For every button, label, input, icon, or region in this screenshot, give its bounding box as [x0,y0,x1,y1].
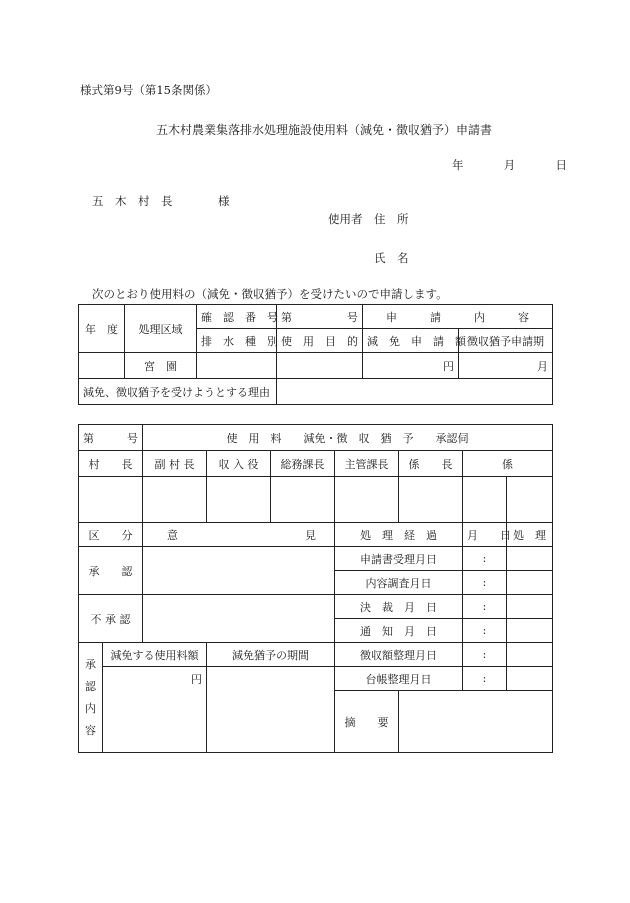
month-day-header: 月 日 [463,523,507,547]
drain-type-field[interactable] [197,353,277,379]
role-staff: 係 [463,451,553,477]
colon: : [482,600,487,613]
role-village-head: 村 長 [79,451,143,477]
yen-unit: 円 [443,359,454,373]
application-table [78,304,553,405]
kubun-header: 区 分 [79,523,143,547]
name-label: 氏 名 [374,251,409,265]
honorific: 様 [218,194,230,208]
form-title: 五木村農業集落排水処理施設使用料（減免・徴収猶予）申請書 [156,123,493,137]
approval-table [78,424,553,753]
year-field[interactable] [79,353,125,379]
approve-opinion-field[interactable] [143,547,335,595]
step-receipt: 申請書受理月日 [335,547,463,571]
result-investigation[interactable] [507,571,553,595]
result-notification[interactable] [507,619,553,643]
confirm-no-field[interactable] [277,305,363,329]
disapprove-label: 不 承 認 [79,595,143,643]
reduction-amount-field[interactable] [363,353,459,379]
colon: : [482,648,487,661]
approval-number-field[interactable] [79,425,143,451]
approve-label: 承 認 [79,547,143,595]
result-collection[interactable] [507,643,553,667]
area-header: 処理区域 [125,305,197,353]
date-label: 年 月 日 [452,158,573,172]
step-collection: 徴収額整理月日 [335,643,463,667]
area-value: 宮 園 [125,353,197,379]
step-decision: 決 裁 月 日 [335,595,463,619]
seal-treasurer[interactable] [207,477,271,523]
year-header: 年 度 [79,305,125,353]
step-investigation: 内容調査月日 [335,571,463,595]
colon: : [482,624,487,637]
date-ledger[interactable] [463,667,507,691]
result-receipt[interactable] [507,547,553,571]
drain-type-header: 排 水 種 別 [197,329,277,353]
address-label: 住 所 [374,212,409,226]
yen-unit: 円 [191,673,202,686]
opinion-header [143,523,335,547]
role-deputy-head: 副 村 長 [143,451,207,477]
go-label: 号 [127,431,138,445]
deferral-term-field[interactable] [207,667,335,753]
role-general-affairs: 総務課長 [271,451,335,477]
month-unit: 月 [537,359,548,373]
confirm-no-header: 確 認 番 号 [197,305,277,329]
seal-staff-2[interactable] [507,477,553,523]
purpose-field[interactable] [277,353,363,379]
purpose-header: 使 用 目 的 [277,329,363,353]
approval-heading: 使 用 料 減免・徴 収 猶 予 承認伺 [143,425,553,451]
reason-label: 減免、徴収猶予を受けようとする理由 [79,379,277,405]
seal-department-chief[interactable] [335,477,399,523]
date-notification[interactable] [463,619,507,643]
colon: : [482,552,487,565]
reduction-amount-header: 減 免 申 請 額 [363,329,459,353]
summary-label: 摘 要 [335,691,399,753]
summary-field[interactable] [399,691,553,753]
colon: : [482,672,487,685]
reduced-fee-field[interactable] [103,667,207,753]
intro-text: 次のとおり使用料の（減免・徴収猶予）を受けたいので申請します。 [92,287,448,301]
form-number: 様式第9号（第15条関係） [80,83,217,97]
result-ledger[interactable] [507,667,553,691]
deferral-term-header: 減免猶予の期間 [207,643,335,667]
dai-label: 第 [281,310,292,324]
step-notification: 通 知 月 日 [335,619,463,643]
approval-content-label: 承 認 内 容 [79,643,103,753]
dai-label: 第 [83,431,94,445]
content-header: 申 請 内 容 [363,305,553,329]
process-header: 処 理 経 過 [335,523,463,547]
disapprove-opinion-field[interactable] [143,595,335,643]
result-decision[interactable] [507,595,553,619]
seal-section-chief[interactable] [399,477,463,523]
role-section-chief: 係 長 [399,451,463,477]
deferral-period-header: 徴収猶予申請期 [459,329,553,353]
colon: : [482,576,487,589]
role-treasurer: 収 入 役 [207,451,271,477]
seal-staff-1[interactable] [463,477,507,523]
opinion-right: 見 [305,528,316,542]
addressee-label: 五 木 村 長 [92,194,173,208]
date-receipt[interactable] [463,547,507,571]
seal-deputy-head[interactable] [143,477,207,523]
user-label: 使用者 [328,212,363,226]
step-ledger: 台帳整理月日 [335,667,463,691]
go-label: 号 [347,310,358,324]
seal-village-head[interactable] [79,477,143,523]
deferral-period-field[interactable] [459,353,553,379]
date-decision[interactable] [463,595,507,619]
reduced-fee-header: 減免する使用料額 [103,643,207,667]
shori-header: 処 理 [507,523,553,547]
reason-field[interactable] [277,379,553,405]
date-collection[interactable] [463,643,507,667]
role-department-chief: 主管課長 [335,451,399,477]
opinion-left: 意 [167,528,178,542]
seal-general-affairs[interactable] [271,477,335,523]
date-investigation[interactable] [463,571,507,595]
